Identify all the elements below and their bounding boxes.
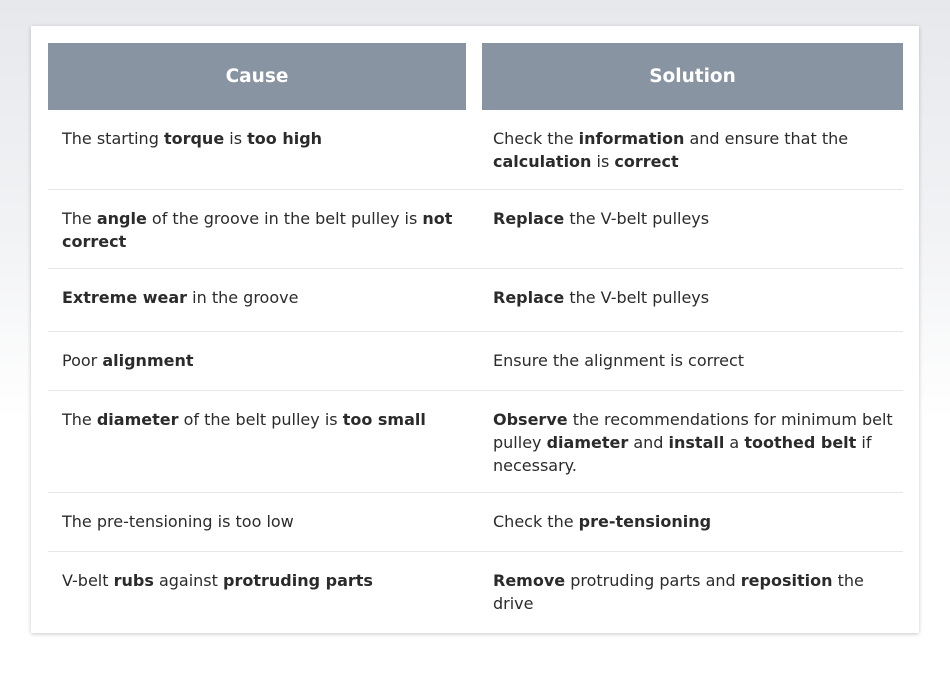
cell-text: and ensure that the [684, 129, 849, 148]
cause-cell [48, 332, 482, 390]
solution-column-header: Solution [482, 43, 903, 110]
emphasis-text: install [668, 433, 725, 452]
cell-text: of the belt pulley is [178, 410, 343, 429]
cause-cell [48, 391, 482, 492]
cell-text: in the groove [187, 288, 299, 307]
table-row [48, 269, 903, 332]
cause-cell [48, 552, 482, 634]
solution-cell [482, 552, 903, 634]
solution-cell [482, 269, 903, 331]
cell-text: of the groove in the belt pulley is [146, 209, 423, 228]
header-gap [466, 43, 482, 110]
emphasis-text: pre-tensioning [578, 512, 712, 531]
troubleshooting-table [48, 43, 903, 634]
cause-cell [48, 190, 482, 268]
cell-text: Check the [493, 129, 579, 148]
cause-cell [48, 493, 482, 551]
emphasis-text: toothed belt [744, 433, 857, 452]
cell-text: The starting [62, 129, 164, 148]
emphasis-text: reposition [740, 571, 833, 590]
table-header-row [48, 43, 903, 110]
cell-text: Check the [493, 512, 579, 531]
table-row [48, 552, 903, 634]
table-row [48, 190, 903, 269]
emphasis-text: correct [614, 152, 679, 171]
emphasis-text: Remove [493, 571, 566, 590]
solution-cell [482, 391, 903, 492]
cell-text: Poor [62, 351, 103, 370]
emphasis-text: Extreme wear [62, 288, 188, 307]
cell-text: is [591, 152, 615, 171]
table-row [48, 110, 903, 190]
emphasis-text: Observe [493, 410, 568, 429]
emphasis-text: torque [163, 129, 225, 148]
emphasis-text: diameter [546, 433, 629, 452]
solution-cell [482, 493, 903, 551]
cell-text: Ensure the alignment is correct [493, 351, 745, 370]
cell-text: a [724, 433, 745, 452]
emphasis-text: Replace [493, 209, 565, 228]
cell-text: The [62, 209, 97, 228]
emphasis-text: too high [247, 129, 323, 148]
emphasis-text: alignment [102, 351, 194, 370]
solution-cell [482, 332, 903, 390]
emphasis-text: rubs [113, 571, 154, 590]
emphasis-text: angle [96, 209, 147, 228]
cause-cell [48, 269, 482, 331]
emphasis-text: information [578, 129, 685, 148]
emphasis-text: Replace [493, 288, 565, 307]
cell-text: V-belt [62, 571, 114, 590]
cell-text: the V-belt pulleys [564, 209, 710, 228]
solution-cell [482, 110, 903, 189]
cause-cell [48, 110, 482, 189]
solution-cell [482, 190, 903, 268]
cell-text: the recommendations for minimum belt pulley [493, 410, 893, 452]
cell-text: the drive [493, 571, 864, 613]
table-row [48, 493, 903, 552]
emphasis-text: not correct [62, 209, 453, 251]
cell-text: The pre-tensioning is too low [62, 512, 294, 531]
cell-text: against [153, 571, 223, 590]
table-row [48, 391, 903, 493]
cell-text: The [62, 410, 97, 429]
cell-text: and [628, 433, 669, 452]
cause-column-header: Cause [48, 43, 466, 110]
emphasis-text: diameter [96, 410, 179, 429]
table-row [48, 332, 903, 391]
emphasis-text: protruding parts [223, 571, 373, 590]
emphasis-text: too small [342, 410, 426, 429]
cell-text: protruding parts and [565, 571, 741, 590]
cell-text: is [224, 129, 248, 148]
cell-text: the V-belt pulleys [564, 288, 710, 307]
table-body [48, 110, 903, 634]
cell-text: if necessary. [493, 433, 872, 475]
emphasis-text: calculation [493, 152, 592, 171]
troubleshooting-card [31, 26, 919, 633]
